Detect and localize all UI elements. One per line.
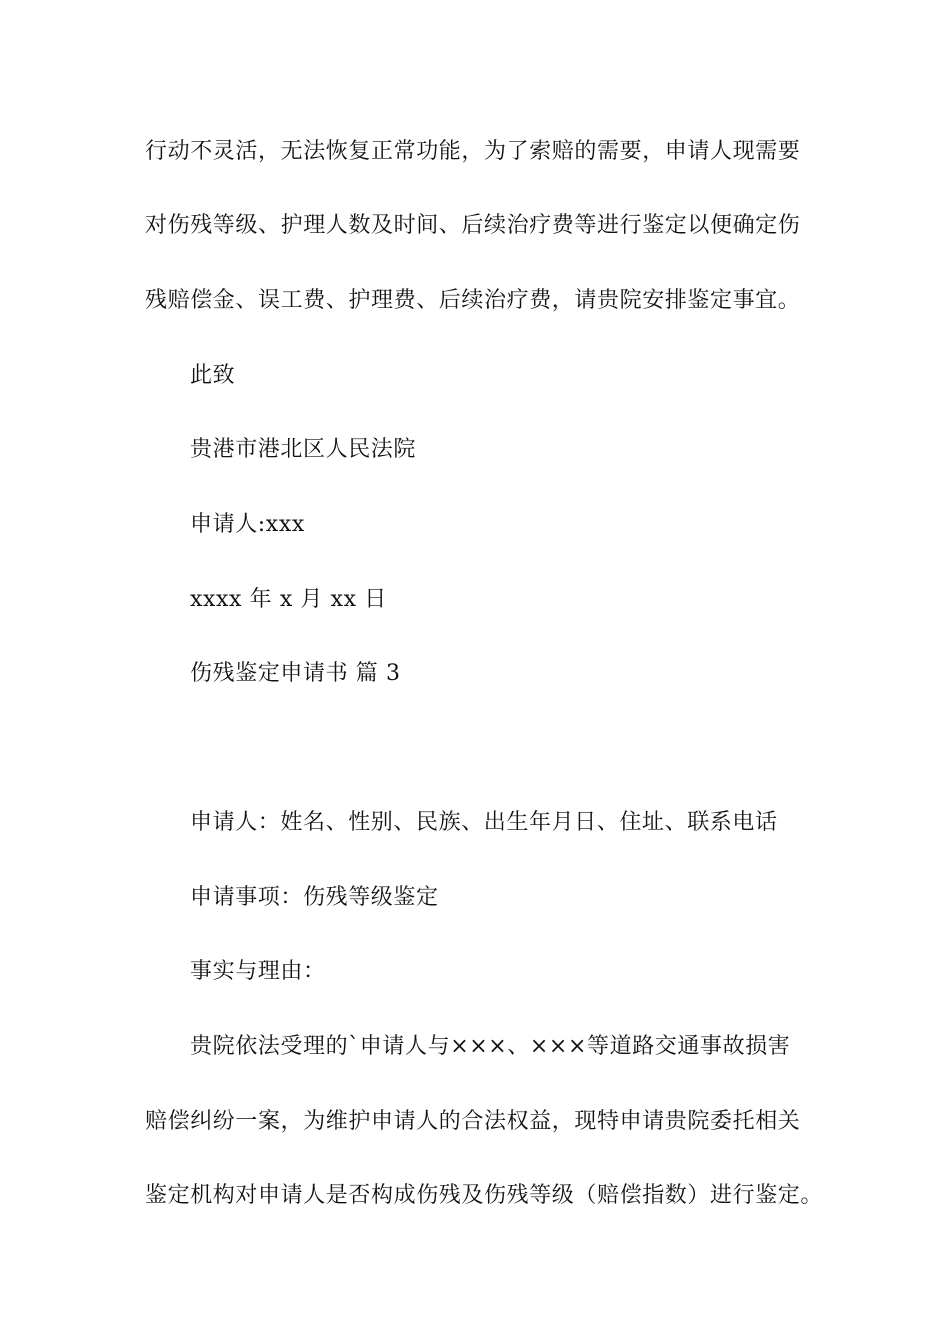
paragraph-line: 赔偿纠纷一案，为维护申请人的合法权益，现特申请贵院委托相关 <box>145 1109 801 1134</box>
paragraph-line: 行动不灵活，无法恢复正常功能，为了索赔的需要，申请人现需要 <box>145 139 801 164</box>
paragraph-line: 对伤残等级、护理人数及时间、后续治疗费等进行鉴定以便确定伤 <box>145 213 801 238</box>
application-matter: 申请事项：伤残等级鉴定 <box>190 885 439 910</box>
applicant-info: 申请人：姓名、性别、民族、出生年月日、住址、联系电话 <box>190 810 778 835</box>
section-title: 伤残鉴定申请书 篇 3 <box>190 661 401 686</box>
facts-heading: 事实与理由： <box>190 959 326 984</box>
applicant-signature: 申请人:xxx <box>190 512 305 537</box>
paragraph-line: 残赔偿金、误工费、护理费、后续治疗费，请贵院安排鉴定事宜。 <box>145 288 801 313</box>
recipient-court: 贵港市港北区人民法院 <box>190 437 417 462</box>
salutation: 此致 <box>190 363 236 388</box>
paragraph-line: 鉴定机构对申请人是否构成伤残及伤残等级（赔偿指数）进行鉴定。 <box>145 1183 824 1208</box>
paragraph-line: 贵院依法受理的`申请人与×××、×××等道路交通事故损害 <box>190 1034 791 1059</box>
date-line: xxxx 年 x 月 xx 日 <box>190 587 387 612</box>
